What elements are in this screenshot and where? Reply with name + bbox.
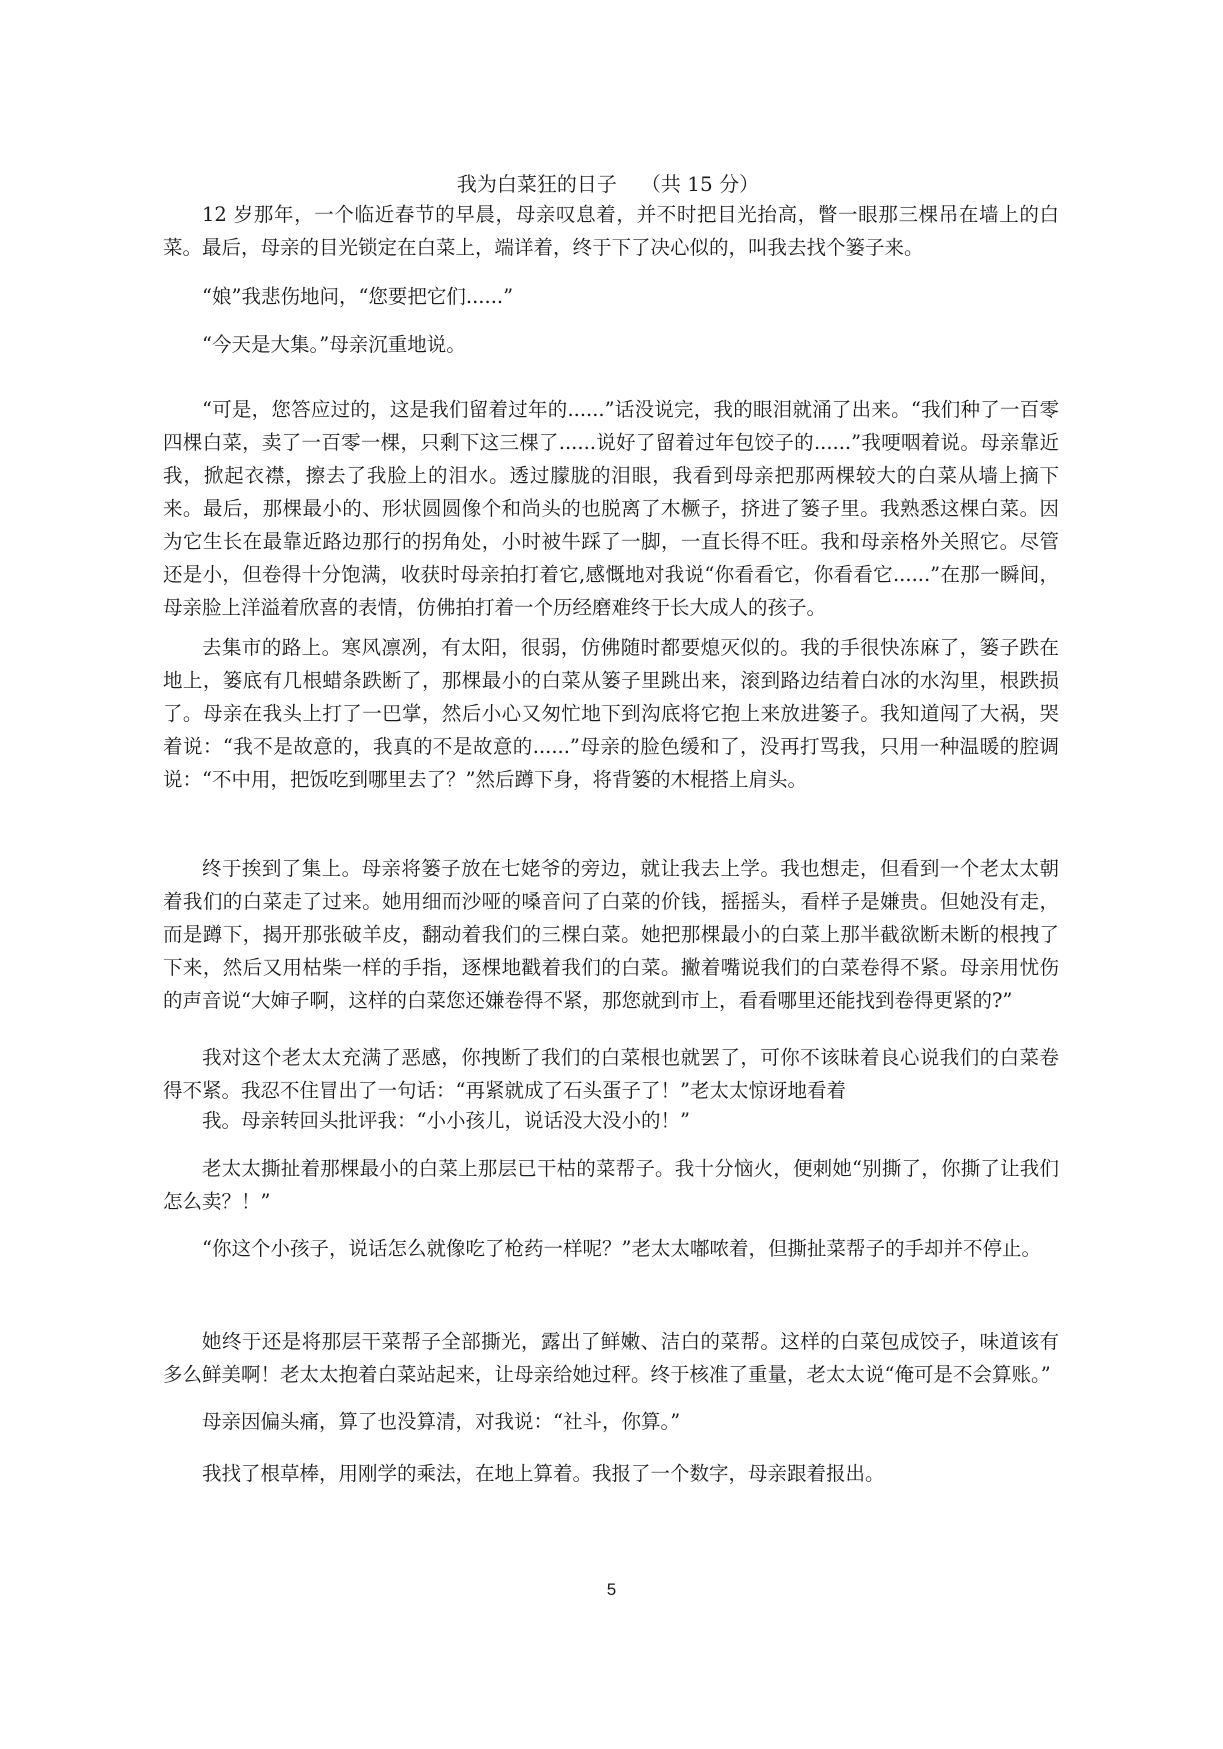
passage-title [160, 170, 1056, 198]
paragraph-8: 我。母亲转回头批评我：“小小孩儿，说话没大没小的！” [202, 1109, 690, 1132]
paragraph-2: “娘”我悲伤地问，“您要把它们......” [202, 285, 514, 308]
paragraph-13: 我找了根草棒，用刚学的乘法，在地上算着。我报了一个数字，母亲跟着报出。 [202, 1462, 885, 1485]
score-note: （共 15 分） [640, 172, 760, 196]
paragraph-10: “你这个小孩子，说话怎么就像吃了枪药一样呢？”老太太嘟哝着，但撕扯菜帮子的手却并不停止。 [202, 1237, 1041, 1260]
title-text: 我为白菜狂的日子 [456, 172, 617, 196]
paragraph-11: 她终于还是将那层干菜帮子全部撕光，露出了鲜嫩、洁白的菜帮。这样的白菜包成饺子，味道该有多么鲜美啊！老太太抱着白菜站起来，让母亲给她过秤。终于核准了重量，老太太说“俺可是不会算账。” [163, 1330, 1059, 1386]
paragraph-12: 母亲因偏头痛，算了也没算清，对我说：“社斗，你算。” [202, 1410, 681, 1433]
paragraph-6: 终于挨到了集上。母亲将篓子放在七姥爷的旁边，就让我去上学。我也想走，但看到一个老太太朝着我们的白菜走了过来。她用细而沙哑的嗓音问了白菜的价钱，摇摇头，看样子是嫌贵。但她没有走，而是蹲下，揭开那张破羊皮，翻动着我们的三棵白菜。她把那棵最小的白菜上那半截欲断未断的根拽了下来，然后又用枯柴一样的手指，逐棵地戳着我们的白菜。撇着嘴说我们的白菜卷得不紧。母亲用忧伤的声音说“大婶子啊，这样的白菜您还嫌卷得不紧，那您就到市上，看看哪里还能找到卷得更紧的?” [163, 857, 1059, 1012]
paragraph-3: “今天是大集。”母亲沉重地说。 [202, 333, 466, 356]
paragraph-5: 去集市的路上。寒风凛冽，有太阳，很弱，仿佛随时都要熄灭似的。我的手很快冻麻了，篓子跌在地上，篓底有几根蜡条跌断了，那棵最小的白菜从篓子里跳出来，滚到路边结着白冰的水沟里，根跌损了。母亲在我头上打了一巴掌，然后小心又匆忙地下到沟底将它抱上来放进篓子。我知道闯了大祸，哭着说：“我不是故意的，我真的不是故意的......”母亲的脸色缓和了，没再打骂我，只用一种温暖的腔调说：“不中用，把饭吃到哪里去了？”然后蹲下身，将背篓的木棍搭上肩头。 [163, 636, 1059, 791]
paragraph-9: 老太太撕扯着那棵最小的白菜上那层已干枯的菜帮子。我十分恼火，便刺她“别撕了，你撕了让我们怎么卖？！” [163, 1157, 1059, 1213]
paragraph-4: “可是，您答应过的，这是我们留着过年的......”话没说完，我的眼泪就涌了出来。“我们种了一百零四棵白菜，卖了一百零一棵，只剩下这三棵了......说好了留着过年包饺子的......”我哽咽着说。母亲靠近我，掀起衣襟，擦去了我脸上的泪水。透过朦胧的泪眼，我看到母亲把那两棵较大的白菜从墙上摘下来。最后，那棵最小的、形状圆圆像个和尚头的也脱离了木橛子，挤进了篓子里。我熟悉这棵白菜。因为它生长在最靠近路边那行的拐角处，小时被牛踩了一脚，一直长得不旺。我和母亲格外关照它。尽管还是小，但卷得十分饱满，收获时母亲拍打着它,感慨地对我说“你看看它，你看看它......”在那一瞬间，母亲脸上洋溢着欣喜的表情，仿佛拍打着一个历经磨难终于长大成人的孩子。 [163, 398, 1059, 619]
page-number: 5 [606, 1580, 617, 1599]
paragraph-7: 我对这个老太太充满了恶感，你拽断了我们的白菜根也就罢了，可你不该昧着良心说我们的白菜卷得不紧。我忍不住冒出了一句话：“再紧就成了石头蛋子了！”老太太惊讶地看着 [163, 1046, 1059, 1102]
paragraph-1: 12 岁那年，一个临近春节的早晨，母亲叹息着，并不时把目光抬高，瞥一眼那三棵吊在墙上的白菜。最后，母亲的目光锁定在白菜上，端详着，终于下了决心似的，叫我去找个篓子来。 [163, 203, 1059, 259]
